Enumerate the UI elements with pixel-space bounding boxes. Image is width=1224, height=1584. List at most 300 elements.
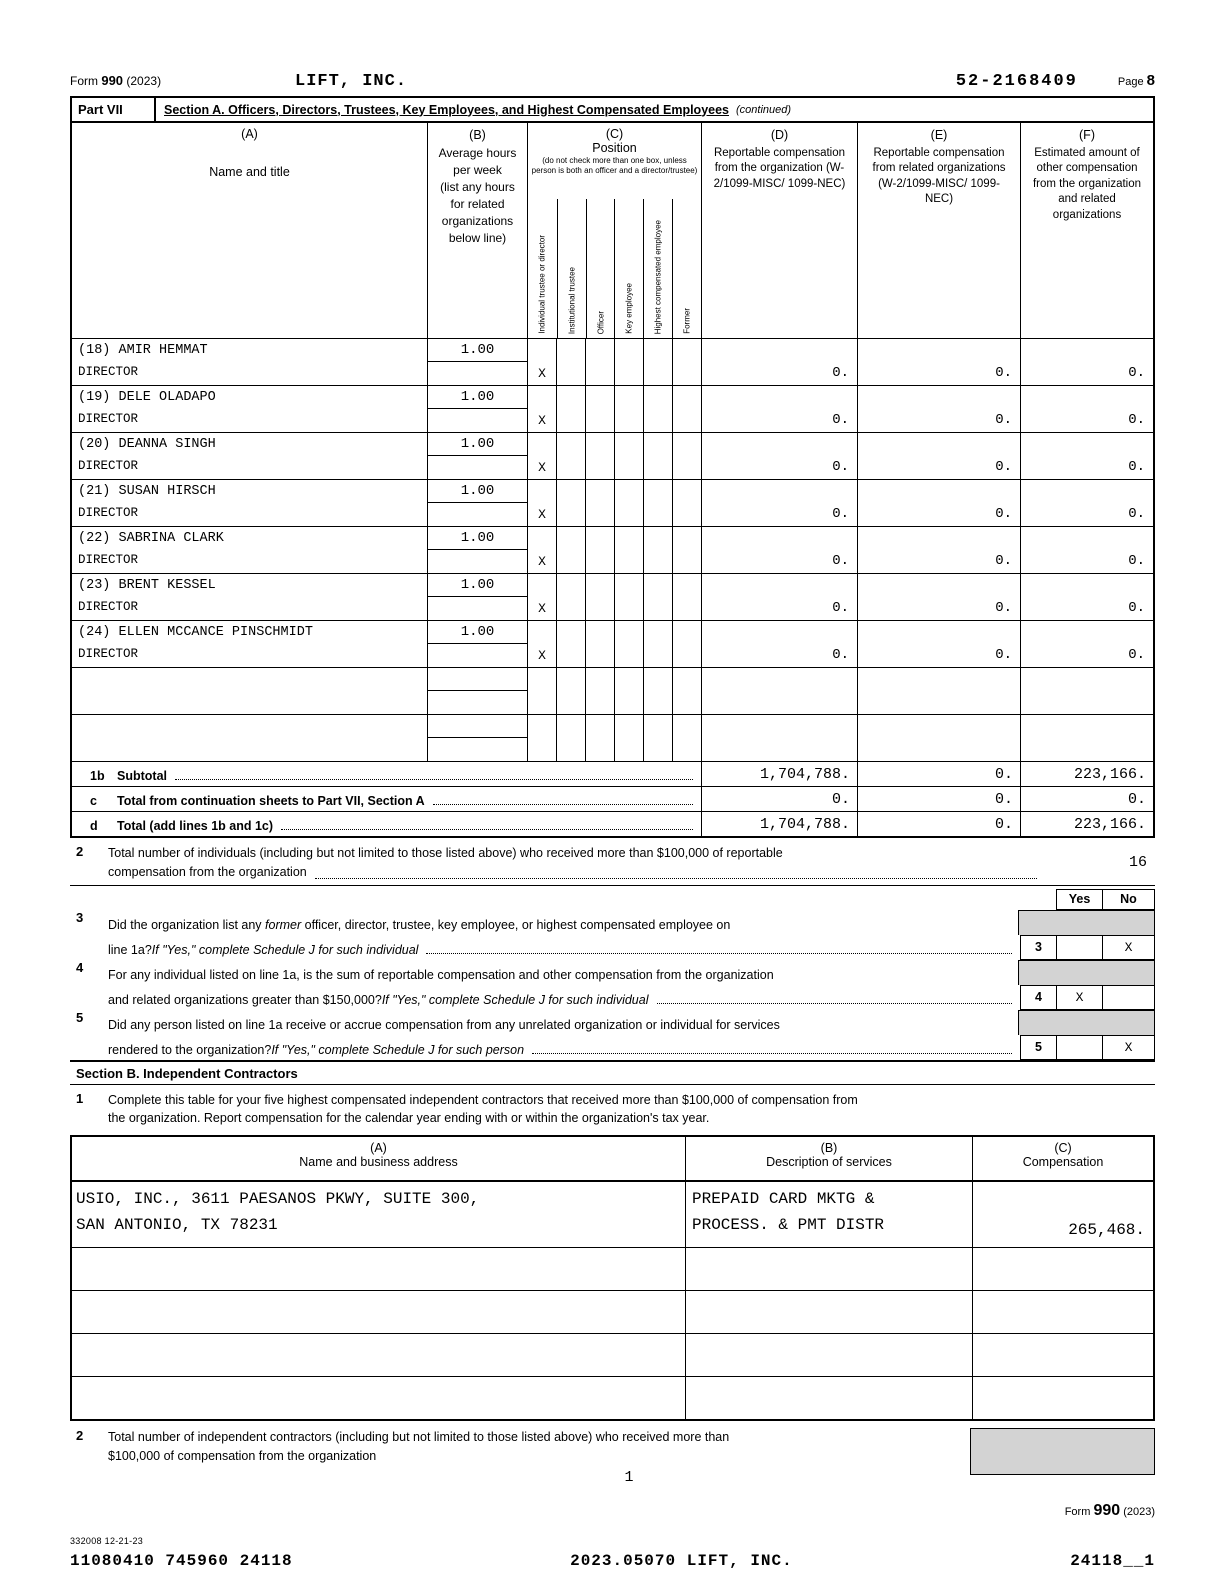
question-3-yes-box <box>1056 935 1103 960</box>
continuation-comp-other: 0. <box>1020 787 1153 811</box>
yes-column-header: Yes <box>1056 889 1103 910</box>
q4-text: and related organizations greater than $150,000? <box>108 992 382 1007</box>
hours-cell <box>427 339 527 385</box>
col-c-letter: (C) <box>605 127 624 141</box>
former-checkbox <box>672 527 701 573</box>
name-title-cell <box>72 433 427 479</box>
footer-center-code: 2023.05070 LIFT, INC. <box>570 1552 793 1570</box>
comp-rel-value: 0. <box>995 553 1012 569</box>
position-checkbox <box>643 668 672 714</box>
section-b-item-1-text <box>108 1091 1155 1129</box>
line-2-text-1: Total number of individuals (including but not limited to those listed above) who received more than $100,000 of reportable <box>108 846 783 860</box>
continuation-total-label <box>72 787 701 811</box>
contractor-col-c-header <box>972 1137 1153 1180</box>
comp-org-value: 0. <box>832 412 849 428</box>
continuation-comp-org: 0. <box>701 787 857 811</box>
dotted-leader <box>315 863 1037 879</box>
officers-table-header <box>72 123 1153 338</box>
officer-row <box>72 432 1153 479</box>
subtotal-row <box>72 761 1153 786</box>
contractor-col-a-letter: (A) <box>370 1141 387 1155</box>
officer-checkbox <box>585 480 614 526</box>
comp-org-cell <box>701 668 857 714</box>
officer-checkbox <box>585 621 614 667</box>
key-employee-checkbox <box>614 480 643 526</box>
question-3-text-2 <box>108 935 1020 960</box>
print-code: 332008 12-21-23 <box>70 1536 144 1546</box>
comp-rel-cell <box>857 480 1020 526</box>
officer-title: DIRECTOR <box>78 600 139 614</box>
comp-org-value: 0. <box>832 365 849 381</box>
line-2-number: 2 <box>76 844 84 859</box>
position-note: (do not check more than one box, unless person is both an officer and a director/trustee) <box>531 156 698 175</box>
page-number <box>1118 72 1155 89</box>
individual-trustee-checkbox: X <box>527 574 556 620</box>
comp-rel-cell <box>857 668 1020 714</box>
officer-name: (19) DELE OLADAPO <box>78 390 216 405</box>
individual-trustee-checkbox: X <box>527 621 556 667</box>
contractor-services <box>685 1182 972 1247</box>
officer-row <box>72 385 1153 432</box>
comp-other-value: 0. <box>1128 412 1145 428</box>
q4-schedule-note: If "Yes," complete Schedule J for such individual <box>381 992 649 1007</box>
hours-value: 1.00 <box>428 574 527 597</box>
q4-text: For any individual listed on line 1a, is the sum of reportable compensation and other compensation from the organization <box>108 967 774 982</box>
col-d-letter: (D) <box>770 128 789 142</box>
contractor-name-line-1: USIO, INC., 3611 PAESANOS PKWY, SUITE 300, <box>76 1190 480 1208</box>
officer-title: DIRECTOR <box>78 365 139 379</box>
individual-trustee-checkbox: X <box>527 433 556 479</box>
question-4-yes-box: X <box>1056 985 1103 1010</box>
col-f-header <box>1020 123 1153 338</box>
position-subheader <box>557 199 586 338</box>
spacer <box>70 935 108 960</box>
question-3-number: 3 <box>76 909 84 925</box>
comp-rel-value: 0. <box>995 506 1012 522</box>
officer-checkbox <box>585 339 614 385</box>
col-d-label: Reportable compensation from the organization (W-2/1099-MISC/ 1099-NEC) <box>713 146 846 190</box>
question-5-line-2 <box>70 1035 1155 1060</box>
q3-text: line 1a? <box>108 942 152 957</box>
question-5-line-1 <box>70 1010 1155 1035</box>
position-checkbox <box>527 668 556 714</box>
highest-compensated-checkbox <box>643 480 672 526</box>
position-subheader <box>528 199 557 338</box>
question-4-number: 4 <box>76 959 84 975</box>
dotted-leader <box>281 829 693 830</box>
contractor-compensation <box>972 1291 1153 1333</box>
name-title-cell <box>72 480 427 526</box>
hours-cell <box>427 527 527 573</box>
institutional-trustee-checkbox <box>556 480 585 526</box>
individual-trustee-checkbox: X <box>527 527 556 573</box>
former-checkbox <box>672 480 701 526</box>
officer-row <box>72 620 1153 667</box>
position-subheader <box>672 199 701 338</box>
col-f-label: Estimated amount of other compensation from the organization and related organizations <box>1032 146 1142 221</box>
col-b-header <box>427 123 527 338</box>
line-1b-prefix: 1b <box>90 769 105 783</box>
comp-other-value: 0. <box>1128 365 1145 381</box>
contractor-compensation <box>972 1248 1153 1290</box>
hours-cell <box>427 715 527 761</box>
total-comp-rel: 0. <box>857 812 1020 836</box>
q3-text-italic: former <box>265 917 302 932</box>
subtotal-comp-other: 223,166. <box>1020 762 1153 786</box>
officer-checkbox <box>585 386 614 432</box>
col-e-label: Reportable compensation from related organizations (W-2/1099-MISC/ 1099-NEC) <box>872 146 1006 206</box>
hours-value: 1.00 <box>428 339 527 362</box>
position-checkbox <box>527 715 556 761</box>
key-employee-checkbox <box>614 386 643 432</box>
comp-rel-cell <box>857 386 1020 432</box>
comp-org-cell <box>701 527 857 573</box>
q3-schedule-note: If "Yes," complete Schedule J for such individual <box>151 942 419 957</box>
line-1c-prefix: c <box>90 794 97 808</box>
comp-rel-cell <box>857 433 1020 479</box>
shaded-cell <box>1018 1010 1155 1035</box>
footer-left-code: 11080410 745960 24118 <box>70 1552 293 1570</box>
question-3-no-box: X <box>1102 935 1155 960</box>
contractor-col-c-letter: (C) <box>1054 1141 1072 1155</box>
question-5-text-1 <box>108 1010 1018 1035</box>
individual-trustee-checkbox: X <box>527 386 556 432</box>
question-4-line-2 <box>70 985 1155 1010</box>
hours-value: 1.00 <box>428 433 527 456</box>
comp-rel-value: 0. <box>995 412 1012 428</box>
hours-cell <box>427 621 527 667</box>
officer-row <box>72 338 1153 385</box>
comp-other-cell <box>1020 668 1153 714</box>
continuation-comp-rel: 0. <box>857 787 1020 811</box>
institutional-trustee-checkbox <box>556 433 585 479</box>
total-comp-other: 223,166. <box>1020 812 1153 836</box>
q3-text: officer, director, trustee, key employee, or highest compensated employee on <box>301 917 731 932</box>
form-number: 990 <box>101 73 124 88</box>
contractor-name-address <box>72 1248 685 1290</box>
officer-name: (20) DEANNA SINGH <box>78 437 216 452</box>
question-5-text-2 <box>108 1035 1020 1060</box>
contractors-table-header <box>72 1137 1153 1181</box>
question-5-yes-box <box>1056 1035 1103 1060</box>
subtotal-label <box>72 762 701 786</box>
comp-org-cell <box>701 386 857 432</box>
position-checkbox <box>614 668 643 714</box>
officers-table <box>70 123 1155 838</box>
part-vii-bar <box>70 96 1155 123</box>
name-title-cell <box>72 339 427 385</box>
hours-cell <box>427 433 527 479</box>
no-column-header: No <box>1102 889 1155 910</box>
dotted-leader <box>175 779 693 780</box>
comp-other-value: 0. <box>1128 647 1145 663</box>
q5-schedule-note: If "Yes," complete Schedule J for such person <box>271 1042 525 1057</box>
comp-rel-cell <box>857 574 1020 620</box>
question-4-no-box <box>1102 985 1155 1010</box>
comp-org-value: 0. <box>832 553 849 569</box>
q5-text: Did any person listed on line 1a receive or accrue compensation from any unrelated organization or individual for services <box>108 1017 780 1032</box>
name-title-cell <box>72 527 427 573</box>
name-title-cell <box>72 621 427 667</box>
officer-row <box>72 479 1153 526</box>
key-employee-checkbox <box>614 527 643 573</box>
hours-value: 1.00 <box>428 527 527 550</box>
part-vii-badge: Part VII <box>72 98 156 121</box>
officer-name: (18) AMIR HEMMAT <box>78 343 208 358</box>
comp-org-value: 0. <box>832 459 849 475</box>
contractor-count-value: 1 <box>624 1468 634 1486</box>
officer-title: DIRECTOR <box>78 647 139 661</box>
contractor-services <box>685 1291 972 1333</box>
officer-name: (24) ELLEN MCCANCE PINSCHMIDT <box>78 625 313 640</box>
contractor-col-a-header <box>72 1137 685 1180</box>
question-3-line-2 <box>70 935 1155 960</box>
institutional-trustee-checkbox <box>556 527 585 573</box>
page-header <box>70 72 1155 96</box>
col-e-letter: (E) <box>930 128 948 142</box>
individual-trustee-label: Individual trustee or director <box>537 235 547 334</box>
comp-other-cell <box>1020 715 1153 761</box>
line-1b-label: Subtotal <box>117 769 167 783</box>
contractors-table <box>70 1135 1155 1421</box>
question-5-number: 5 <box>76 1009 84 1025</box>
institutional-trustee-checkbox <box>556 386 585 432</box>
contractor-name-address <box>72 1291 685 1333</box>
institutional-trustee-checkbox <box>556 574 585 620</box>
comp-rel-value: 0. <box>995 459 1012 475</box>
former-label: Former <box>682 308 692 334</box>
line-1c-label: Total from continuation sheets to Part VII, Section A <box>117 794 425 808</box>
comp-org-value: 0. <box>832 506 849 522</box>
question-4-text-1 <box>108 960 1018 985</box>
officer-checkbox <box>585 433 614 479</box>
question-4-text-2 <box>108 985 1020 1010</box>
institutional-trustee-checkbox <box>556 339 585 385</box>
ein-value: 52-2168409 <box>955 72 1078 91</box>
form-footer-label <box>70 1502 1155 1520</box>
spacer <box>70 985 108 1010</box>
key-employee-checkbox <box>614 621 643 667</box>
contractor-row-empty <box>72 1247 1153 1290</box>
shaded-cell <box>1018 910 1155 935</box>
question-3-text-1 <box>108 910 1018 935</box>
contractor-row-empty <box>72 1333 1153 1376</box>
contractor-compensation <box>972 1334 1153 1376</box>
section-b-item-2-line-2: $100,000 of compensation from the organization <box>108 1448 377 1463</box>
contractor-name-address <box>72 1334 685 1376</box>
officer-title: DIRECTOR <box>78 553 139 567</box>
position-checkbox <box>672 668 701 714</box>
former-checkbox <box>672 339 701 385</box>
col-d-header <box>701 123 857 338</box>
footer-form-year: (2023) <box>1123 1506 1155 1518</box>
highest-compensated-checkbox <box>643 621 672 667</box>
officer-name: (21) SUSAN HIRSCH <box>78 484 216 499</box>
section-b-item-2-number: 2 <box>76 1428 84 1443</box>
officer-checkbox <box>585 574 614 620</box>
hours-cell <box>427 480 527 526</box>
contractor-services-line-1: PREPAID CARD MKTG & <box>692 1190 875 1208</box>
continued-label: (continued) <box>736 103 792 116</box>
position-checkbox <box>585 715 614 761</box>
contractor-col-a-label: Name and business address <box>299 1155 458 1169</box>
position-checkbox <box>556 668 585 714</box>
position-checkbox <box>556 715 585 761</box>
position-checkbox <box>672 715 701 761</box>
contractor-col-c-label: Compensation <box>1022 1155 1104 1169</box>
officer-name: (22) SABRINA CLARK <box>78 531 224 546</box>
footer-line <box>70 1552 1155 1570</box>
comp-rel-value: 0. <box>995 647 1012 663</box>
contractor-col-b-letter: (B) <box>820 1141 838 1155</box>
comp-other-cell <box>1020 574 1153 620</box>
comp-other-value: 0. <box>1128 600 1145 616</box>
col-a-letter: (A) <box>241 127 258 141</box>
highest-compensated-checkbox <box>643 339 672 385</box>
contractor-row-empty <box>72 1290 1153 1333</box>
contractor-row <box>72 1181 1153 1247</box>
question-3-line-ref: 3 <box>1020 935 1057 960</box>
former-checkbox <box>672 433 701 479</box>
q5-text: rendered to the organization? <box>108 1042 272 1057</box>
col-a-label: Name and title <box>209 165 290 179</box>
col-b-sublabel: (list any hours for related organizations below line) <box>440 179 515 245</box>
position-subcolumns <box>528 199 701 338</box>
comp-org-cell <box>701 621 857 667</box>
key-employee-checkbox <box>614 433 643 479</box>
comp-other-cell <box>1020 339 1153 385</box>
contractor-compensation: 265,468. <box>972 1182 1153 1247</box>
total-comp-org: 1,704,788. <box>701 812 857 836</box>
officer-title: DIRECTOR <box>78 412 139 426</box>
col-c-header <box>527 123 701 338</box>
contractor-services <box>685 1377 972 1419</box>
comp-rel-value: 0. <box>995 600 1012 616</box>
hours-cell <box>427 668 527 714</box>
position-checkbox <box>643 715 672 761</box>
section-b-item-1-number: 1 <box>76 1090 84 1106</box>
section-b-line-2 <box>70 1421 1155 1489</box>
hours-cell <box>427 386 527 432</box>
section-b-title: Section B. Independent Contractors <box>70 1060 1155 1085</box>
question-3-line-1 <box>70 910 1155 935</box>
section-b-item-2-line-1: Total number of independent contractors (including but not limited to those listed above) who received more than <box>108 1430 730 1444</box>
dotted-leader <box>657 1003 1013 1004</box>
comp-rel-cell <box>857 527 1020 573</box>
col-f-letter: (F) <box>1079 128 1095 142</box>
comp-other-value: 0. <box>1128 506 1145 522</box>
line-2-text <box>108 844 1045 882</box>
continuation-total-row <box>72 786 1153 811</box>
comp-org-value: 0. <box>832 647 849 663</box>
line-2-text-2: compensation from the organization <box>108 864 307 879</box>
question-4-line-ref: 4 <box>1020 985 1057 1010</box>
line-2 <box>70 838 1155 886</box>
position-checkbox <box>585 668 614 714</box>
hours-value: 1.00 <box>428 386 527 409</box>
position-checkbox <box>614 715 643 761</box>
col-b-letter: (B) <box>469 128 486 142</box>
question-5-line-ref: 5 <box>1020 1035 1057 1060</box>
comp-org-cell <box>701 574 857 620</box>
key-employee-label: Key employee <box>624 283 634 334</box>
grand-total-row <box>72 811 1153 836</box>
contractor-col-b-header <box>685 1137 972 1180</box>
comp-rel-value: 0. <box>995 365 1012 381</box>
hours-value: 1.00 <box>428 621 527 644</box>
name-title-cell <box>72 386 427 432</box>
contractor-compensation <box>972 1377 1153 1419</box>
hours-value: 1.00 <box>428 480 527 503</box>
hours-cell <box>427 574 527 620</box>
contractor-row-empty <box>72 1376 1153 1419</box>
comp-rel-cell <box>857 621 1020 667</box>
section-b-item-2-text <box>108 1428 970 1489</box>
contractor-services-line-2: PROCESS. & PMT DISTR <box>692 1215 885 1234</box>
comp-other-cell <box>1020 386 1153 432</box>
grand-total-label <box>72 812 701 836</box>
officer-name: (23) BRENT KESSEL <box>78 578 216 593</box>
form-word: Form <box>70 74 98 88</box>
highest-compensated-checkbox <box>643 574 672 620</box>
name-title-cell <box>72 574 427 620</box>
footer-form-word: Form <box>1064 1506 1091 1518</box>
dotted-leader <box>426 953 1012 954</box>
question-5-no-box: X <box>1102 1035 1155 1060</box>
subtotal-comp-rel: 0. <box>857 762 1020 786</box>
institutional-trustee-label: Institutional trustee <box>567 266 577 334</box>
dotted-leader <box>433 804 693 805</box>
section-a-title: Section A. Officers, Directors, Trustees, Key Employees, and Highest Compensated Employees <box>164 102 729 117</box>
contractor-name-address <box>72 1377 685 1419</box>
section-b-item-1-line-2: the organization. Report compensation for the calendar year ending with or within the organization's tax year. <box>108 1111 710 1126</box>
key-employee-checkbox <box>614 339 643 385</box>
officer-title: DIRECTOR <box>78 506 139 520</box>
footer-right-code: 24118__1 <box>1070 1552 1155 1570</box>
comp-org-cell <box>701 339 857 385</box>
question-4-line-1 <box>70 960 1155 985</box>
highest-compensated-checkbox <box>643 386 672 432</box>
col-a-header <box>72 123 427 338</box>
former-checkbox <box>672 386 701 432</box>
line-2-value: 16 <box>1128 854 1147 872</box>
q3-text: Did the organization list any <box>108 917 266 932</box>
yes-no-header <box>70 889 1155 910</box>
contractor-services <box>685 1248 972 1290</box>
officer-row-empty <box>72 714 1153 761</box>
comp-other-cell <box>1020 527 1153 573</box>
comp-other-value: 0. <box>1128 459 1145 475</box>
position-header <box>528 123 701 199</box>
officer-row-empty <box>72 667 1153 714</box>
contractor-col-b-label: Description of services <box>766 1155 892 1169</box>
key-employee-checkbox <box>614 574 643 620</box>
comp-other-cell <box>1020 433 1153 479</box>
former-checkbox <box>672 621 701 667</box>
organization-name: LIFT, INC. <box>295 72 408 91</box>
name-title-cell <box>72 668 427 714</box>
comp-rel-cell <box>857 715 1020 761</box>
comp-other-value: 0. <box>1128 553 1145 569</box>
shaded-cell <box>1018 960 1155 985</box>
officer-label: Officer <box>595 310 605 334</box>
position-subheader <box>614 199 643 338</box>
individual-trustee-checkbox: X <box>527 480 556 526</box>
comp-other-cell <box>1020 621 1153 667</box>
highest-compensated-checkbox <box>643 433 672 479</box>
page-num-value: 8 <box>1146 72 1155 89</box>
shaded-cell <box>970 1428 1155 1475</box>
